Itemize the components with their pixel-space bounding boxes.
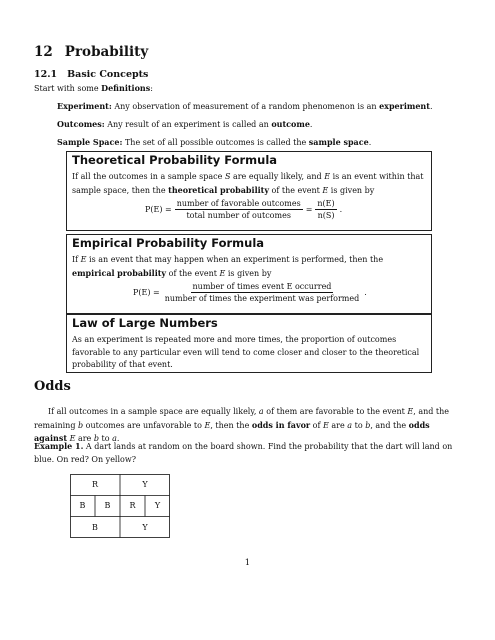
text-run: are: [75, 434, 94, 443]
example-1: [34, 440, 464, 466]
text-run: is an event that may happen when an experiment is performed, then the: [86, 255, 384, 264]
bold-term: theoretical probability: [168, 184, 269, 195]
text-run: to: [98, 434, 113, 443]
intro-bold: Definitions: [101, 83, 151, 93]
board-cell: Y: [154, 501, 161, 510]
text-run: , then the: [210, 420, 252, 430]
text-run: of the event: [269, 185, 323, 195]
board-cell: Y: [142, 522, 148, 532]
intro-line: [34, 82, 153, 96]
text-run: .: [116, 434, 120, 443]
definition-outcomes: [57, 118, 312, 132]
law-text: As an experiment is repeated more and more times, the proportion of outcomes favorable to any particular even will tend to come closer and closer to the theoretical probability of that event.: [72, 335, 420, 369]
math-var: E: [407, 407, 414, 416]
board-cell: B: [79, 501, 86, 510]
period: .: [339, 205, 343, 214]
example-label: Example 1.: [34, 441, 84, 451]
formula-lhs: P(E) =: [133, 288, 160, 297]
board-cell: R: [129, 501, 136, 510]
math-var: S: [224, 172, 231, 181]
definition-text: The set of all possible outcomes is called the: [122, 138, 309, 147]
text-run: , and the: [370, 420, 409, 430]
definition-term: Experiment:: [57, 101, 112, 111]
section-title: Probability: [64, 44, 149, 60]
definition-end: .: [429, 102, 433, 111]
denominator: total number of outcomes: [186, 211, 291, 220]
empirical-probability-box: [66, 234, 432, 314]
math-var: E: [69, 434, 76, 443]
subsection-heading: [34, 69, 148, 80]
math-var: E: [80, 255, 87, 264]
math-var: E: [204, 420, 211, 430]
numerator: number of favorable outcomes: [176, 199, 301, 208]
math-var: b: [365, 420, 371, 430]
theoretical-formula: [145, 199, 342, 220]
text-run: , and the remaining: [34, 407, 450, 430]
math-var: E: [322, 185, 329, 195]
law-title: Law of Large Numbers: [72, 316, 218, 330]
page-number: 1: [244, 558, 251, 568]
example-text: A dart lands at random on the board shown. Find the probability that the dart will land on blue. On red? On yellow?: [34, 442, 453, 464]
empirical-formula: [133, 282, 367, 303]
math-var: E: [219, 268, 226, 278]
period: .: [364, 288, 367, 297]
bold-term: odds against: [34, 419, 430, 443]
board-cell: B: [104, 501, 111, 510]
definition-sample-space: [57, 136, 371, 150]
dart-board: [70, 474, 170, 538]
fraction: [163, 282, 362, 303]
definition-text: Any result of an experiment is called an: [104, 120, 272, 129]
text-run: If all outcomes in a sample space are equally likely,: [48, 407, 259, 416]
definition-emph: sample space: [308, 137, 369, 147]
fraction: [175, 199, 303, 220]
denominator: number of times the experiment was performed: [164, 294, 360, 303]
denominator: n(S): [317, 211, 335, 220]
bold-term: odds in favor: [251, 419, 311, 430]
theoretical-probability-box: [66, 151, 432, 231]
definition-end: .: [309, 120, 313, 129]
board-cell: Y: [142, 480, 148, 489]
board-cell: B: [92, 522, 98, 532]
theoretical-text: [72, 171, 426, 197]
text-run: of: [310, 420, 324, 430]
section-number: 12: [34, 44, 53, 60]
board-cell: R: [91, 480, 99, 489]
text-run: outcomes are unfavorable to: [83, 420, 205, 430]
math-var: E: [323, 420, 329, 430]
theoretical-title: Theoretical Probability Formula: [72, 153, 278, 167]
math-var: b: [78, 420, 84, 430]
intro-prefix: Start with some: [34, 84, 102, 93]
text-run: If: [72, 255, 81, 264]
text-run: If all the outcomes in a sample space: [72, 172, 225, 181]
intro-suffix: :: [150, 84, 153, 93]
formula-lhs: P(E) =: [145, 205, 172, 214]
definition-text: Any observation of measurement of a random phenomenon is an: [111, 102, 380, 111]
math-var: a: [347, 420, 353, 430]
bold-term: empirical: [72, 267, 115, 278]
text-run: of them are favorable to the event: [263, 407, 408, 416]
math-var: E: [324, 172, 331, 181]
math-var: a: [112, 434, 117, 443]
definition-experiment: [57, 100, 433, 114]
definition-end: .: [368, 138, 372, 147]
math-var: a: [258, 407, 264, 416]
bold-term: probability: [117, 267, 167, 278]
numerator: n(E): [317, 199, 335, 208]
definition-emph: outcome: [271, 119, 310, 129]
text-run: is given by: [328, 185, 375, 195]
definition-term: Outcomes:: [57, 119, 105, 129]
numerator: number of times event E occurred: [192, 282, 332, 291]
law-of-large-numbers-box: [66, 314, 432, 373]
odds-heading: Odds: [34, 379, 71, 394]
fraction: [315, 199, 336, 220]
empirical-text: [72, 254, 426, 280]
subsection-title: Basic Concepts: [67, 69, 149, 80]
text-run: to: [352, 420, 366, 430]
text-run: is given by: [225, 268, 272, 278]
empirical-title: Empirical Probability Formula: [72, 236, 265, 250]
definition-emph: experiment: [379, 101, 430, 111]
subsection-number: 12.1: [34, 69, 58, 80]
math-var: b: [93, 434, 99, 443]
text-run: are equally likely, and: [230, 172, 325, 181]
text-run: are: [328, 420, 348, 430]
equals-sign: =: [305, 205, 313, 214]
text-run: is an event within that sample space, then the: [72, 172, 424, 195]
section-heading: [34, 44, 148, 60]
definition-term: Sample Space:: [57, 137, 123, 147]
text-run: of the event: [166, 268, 220, 278]
